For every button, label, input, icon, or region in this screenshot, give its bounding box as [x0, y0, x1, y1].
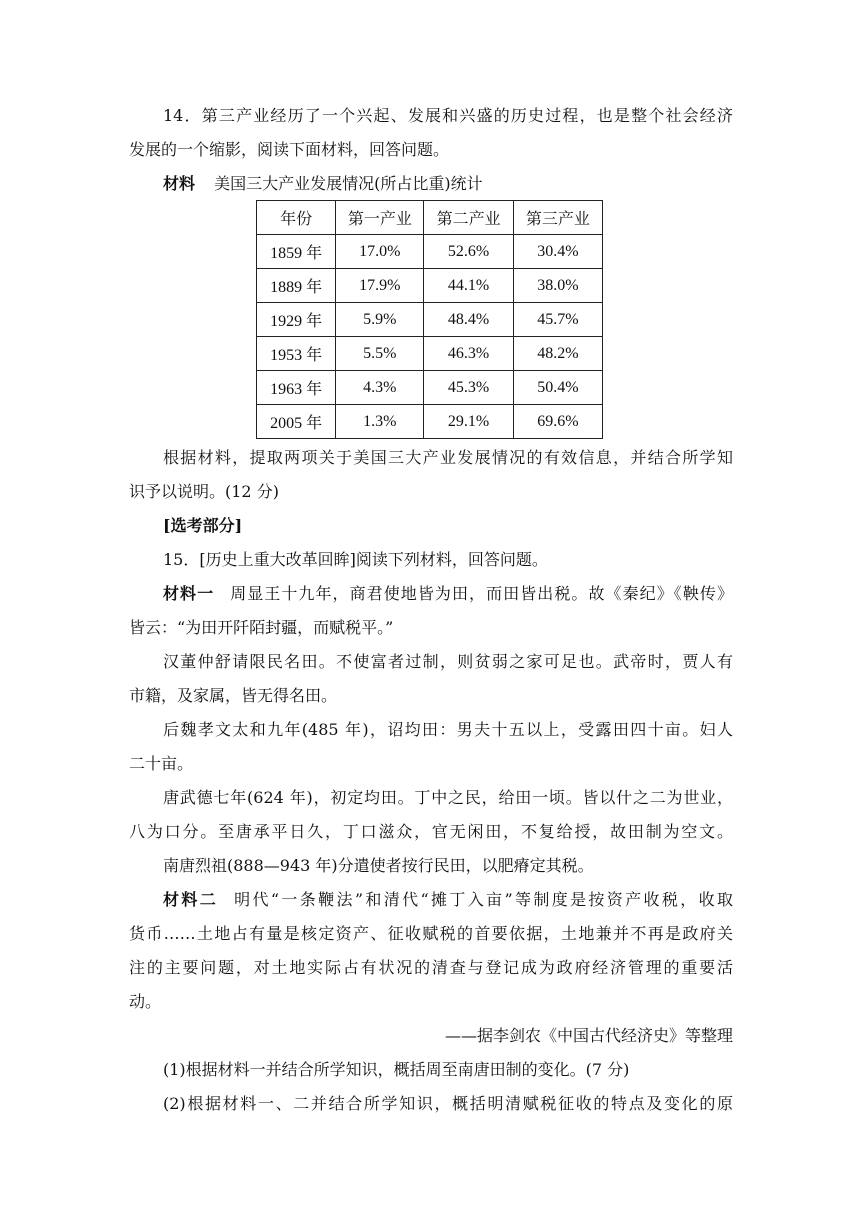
q15-material2-line-1 — [163, 886, 733, 914]
source-citation: ——据李剑农《中国古代经济史》等整理 — [444, 1026, 733, 1045]
table-cell: 48.4% — [424, 303, 513, 337]
material2-text: 明代“一条鞭法”和清代“摊丁入亩”等制度是按资产收税，收取 — [234, 890, 733, 909]
q15-para2-line-1: 汉董仲舒请限民名田。不使富者过制，则贫弱之家可足也。武帝时，贾人有 — [163, 652, 733, 671]
q15-para4-line-1: 唐武德七年(624 年)，初定均田。丁中之民，给田一顷。皆以什之二为世业， — [163, 788, 733, 807]
q15-para5-line-1: 南唐烈祖(888—943 年)分遣使者按行民田，以肥瘠定其税。 — [163, 856, 594, 875]
table-cell: 1953 年 — [257, 337, 336, 371]
table-cell: 2005 年 — [257, 405, 336, 439]
table-cell: 17.9% — [336, 269, 424, 303]
q15-material2-line-3: 注的主要问题，对土地实际占有状况的清查与登记成为政府经济管理的重要活 — [129, 958, 733, 977]
q14-text-line-2: 发展的一个缩影，阅读下面材料，回答问题。 — [129, 140, 450, 159]
q14-material-caption — [163, 170, 733, 198]
table-cell: 45.3% — [424, 371, 513, 405]
table-header-row — [257, 201, 603, 235]
table-cell: 44.1% — [424, 269, 513, 303]
table-row — [257, 235, 603, 269]
q15-para3-line-1: 后魏孝文太和九年(485 年)，诏均田：男夫十五以上，受露田四十亩。妇人 — [163, 720, 733, 739]
table-cell: 69.6% — [513, 405, 602, 439]
material1-label: 材料一 — [163, 584, 215, 603]
table-cell: 38.0% — [513, 269, 602, 303]
table-row — [257, 269, 603, 303]
q15-material1-line-1 — [163, 580, 733, 608]
table-cell: 30.4% — [513, 235, 602, 269]
q15-para3-line-2: 二十亩。 — [129, 754, 194, 773]
table-cell: 5.5% — [336, 337, 424, 371]
table-header-cell: 第二产业 — [424, 201, 513, 235]
table-row — [257, 303, 603, 337]
q15-material1-line-2: 皆云：“为田开阡陌封疆，而赋税平。” — [129, 618, 394, 637]
table-cell: 4.3% — [336, 371, 424, 405]
table-row — [257, 337, 603, 371]
table-cell: 29.1% — [424, 405, 513, 439]
table-cell: 1.3% — [336, 405, 424, 439]
q14-text-line-1: 14．第三产业经历了一个兴起、发展和兴盛的历史过程，也是整个社会经济 — [163, 106, 733, 125]
table-header-cell: 年份 — [257, 201, 336, 235]
q15-subquestion-1: (1)根据材料一并结合所学知识，概括周至南唐田制的变化。(7 分) — [163, 1060, 630, 1079]
q14-question-line-1: 根据材料，提取两项关于美国三大产业发展情况的有效信息，并结合所学知 — [163, 448, 733, 467]
q15-para4-line-2: 八为口分。至唐承平日久，丁口滋众，官无闲田，不复给授，故田制为空文。 — [129, 822, 733, 841]
table-cell: 1929 年 — [257, 303, 336, 337]
material-title: 美国三大产业发展情况(所占比重)统计 — [214, 174, 483, 193]
table-cell: 17.0% — [336, 235, 424, 269]
table-cell: 1963 年 — [257, 371, 336, 405]
table-cell: 52.6% — [424, 235, 513, 269]
material1-text: 周显王十九年，商君使地皆为田，而田皆出税。故《秦纪》《鞅传》 — [230, 584, 733, 603]
table-row — [257, 371, 603, 405]
table-cell: 1859 年 — [257, 235, 336, 269]
q15-material2-line-2: 货币……土地占有量是核定资产、征收赋税的首要依据，土地兼并不再是政府关 — [129, 924, 733, 943]
table-cell: 46.3% — [424, 337, 513, 371]
q15-material2-line-4: 动。 — [129, 992, 162, 1011]
table-row — [257, 405, 603, 439]
material-label: 材料 — [163, 174, 196, 193]
material2-label: 材料二 — [163, 890, 219, 909]
industry-share-table — [256, 200, 603, 439]
table-cell: 48.2% — [513, 337, 602, 371]
q15-text-line-1: 15．[历史上重大改革回眸]阅读下列材料，回答问题。 — [163, 550, 548, 569]
table-header-cell: 第一产业 — [336, 201, 424, 235]
table-cell: 1889 年 — [257, 269, 336, 303]
q15-subquestion-2: (2)根据材料一、二并结合所学知识，概括明清赋税征收的特点及变化的原 — [163, 1094, 733, 1113]
q14-question-line-2: 识予以说明。(12 分) — [129, 482, 279, 501]
q15-para2-line-2: 市籍，及家属，皆无得名田。 — [129, 686, 338, 705]
table-header-cell: 第三产业 — [513, 201, 602, 235]
table-cell: 5.9% — [336, 303, 424, 337]
section-heading: [选考部分] — [163, 516, 243, 535]
table-cell: 45.7% — [513, 303, 602, 337]
table-cell: 50.4% — [513, 371, 602, 405]
